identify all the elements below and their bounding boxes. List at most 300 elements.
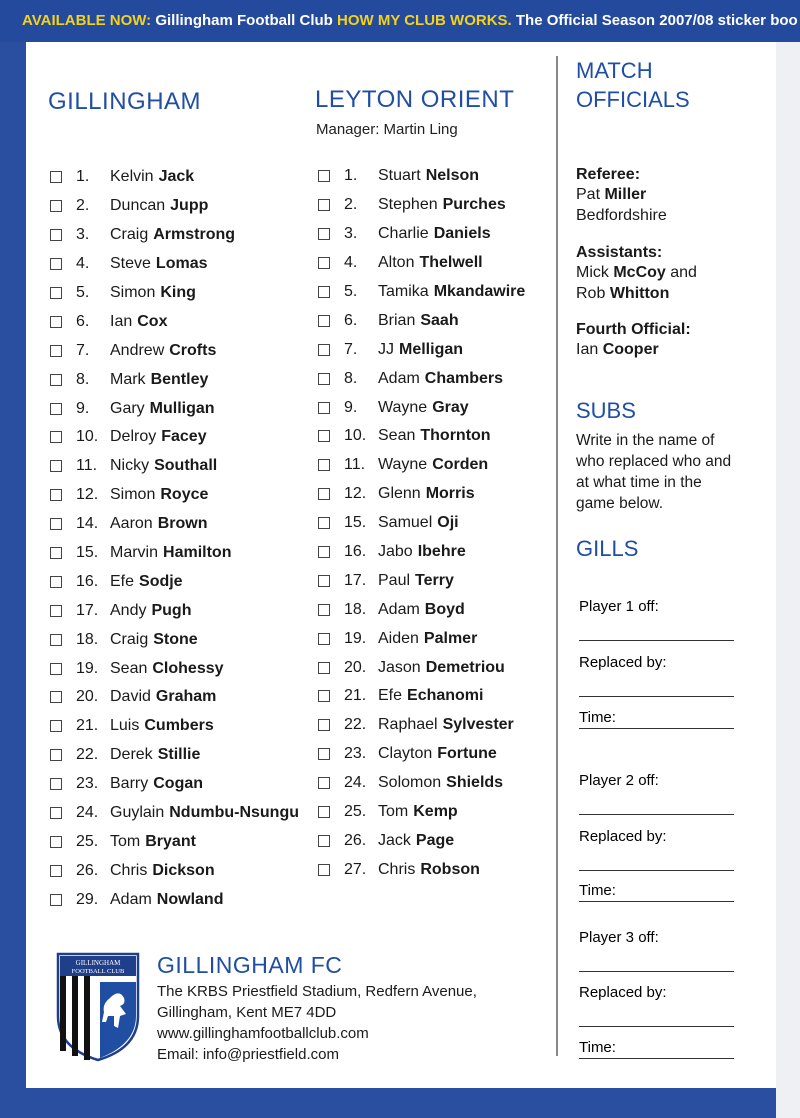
- player-surname: Purches: [442, 196, 506, 214]
- player-first-name: Simon: [110, 486, 156, 504]
- player-surname: Royce: [160, 486, 209, 504]
- subs-instructions: Write in the name of who replaced who and at what time in the game below.: [576, 432, 732, 512]
- away-player-row: [318, 509, 525, 538]
- tick-checkbox[interactable]: [318, 748, 330, 760]
- player-first-name: Tamika: [378, 283, 429, 300]
- away-player-row: [318, 855, 525, 884]
- away-player-row: [318, 249, 525, 278]
- assistant-1-last: McCoy: [613, 264, 666, 281]
- home-player-row: [50, 770, 299, 799]
- next-page-edge: [776, 42, 800, 1118]
- player-surname: Demetriou: [425, 658, 505, 676]
- tick-checkbox[interactable]: [50, 547, 62, 559]
- squad-number: 5.: [76, 284, 90, 301]
- squad-number: 10.: [76, 428, 99, 446]
- player-first-name: Luis: [110, 717, 140, 735]
- fourth-official-name: [576, 339, 746, 360]
- player-first-name: Chris: [378, 860, 416, 878]
- player-first-name: Charlie: [378, 225, 429, 243]
- player-first-name: Mark: [110, 370, 146, 388]
- banner-rest: The Official Season 2007/08 sticker boo: [515, 12, 798, 29]
- player-surname: Daniels: [433, 225, 491, 243]
- player-surname: Sodje: [139, 572, 183, 590]
- fourth-official-label: Fourth Official:: [576, 321, 691, 338]
- home-player-row: [50, 279, 299, 308]
- tick-checkbox[interactable]: [318, 517, 330, 529]
- player-first-name: David: [110, 688, 151, 706]
- home-player-row: [50, 250, 299, 279]
- squad-number: 3.: [76, 226, 90, 244]
- tick-checkbox[interactable]: [318, 199, 330, 211]
- player2-time-label: Time:: [579, 882, 616, 899]
- player-surname: Terry: [415, 571, 454, 589]
- player-first-name: Jason: [378, 658, 421, 676]
- player-surname: Armstrong: [153, 226, 236, 244]
- away-player-row: [318, 393, 525, 422]
- player-first-name: Stuart: [378, 167, 421, 185]
- player-surname: Mulligan: [149, 399, 215, 417]
- squad-number: 16.: [344, 543, 367, 561]
- player-surname: Crofts: [169, 341, 217, 359]
- tick-checkbox[interactable]: [50, 374, 62, 386]
- player-surname: Palmer: [423, 629, 478, 647]
- tick-checkbox[interactable]: [318, 662, 330, 674]
- player-surname: Corden: [432, 456, 489, 474]
- player-first-name: Tom: [378, 803, 409, 821]
- player1-replaced-label: Replaced by:: [579, 654, 667, 671]
- player-first-name: Sean: [110, 659, 148, 677]
- squad-number: 8.: [76, 370, 90, 388]
- home-player-row: [50, 596, 299, 625]
- away-player-row: [318, 595, 525, 624]
- fourth-official-block: [576, 321, 746, 360]
- squad-number: 12.: [344, 485, 367, 503]
- club-email[interactable]: Email: info@priestfield.com: [157, 1046, 339, 1063]
- player-first-name: JJ: [378, 340, 394, 358]
- home-player-row: [50, 827, 299, 856]
- away-player-row: [318, 682, 525, 711]
- home-player-row: [50, 741, 299, 770]
- tick-checkbox[interactable]: [50, 287, 62, 299]
- tick-checkbox[interactable]: [50, 460, 62, 472]
- player-first-name: Raphael: [378, 716, 438, 734]
- player-surname: Cumbers: [144, 717, 214, 735]
- player-first-name: Adam: [378, 600, 420, 618]
- player2-replaced-line[interactable]: [579, 870, 734, 871]
- away-player-row: [318, 566, 525, 595]
- player-first-name: Jack: [378, 831, 411, 849]
- player2-off-label: Player 2 off:: [579, 772, 659, 789]
- player-first-name: Tom: [110, 832, 141, 850]
- squad-number: 22.: [344, 716, 367, 734]
- player-surname: Kemp: [413, 803, 458, 821]
- away-player-row: [318, 538, 525, 567]
- tick-checkbox[interactable]: [318, 315, 330, 327]
- tick-checkbox[interactable]: [50, 576, 62, 588]
- player-first-name: Efe: [110, 572, 135, 590]
- player3-replaced-label: Replaced by:: [579, 984, 667, 1001]
- referee-label: Referee:: [576, 166, 641, 183]
- home-player-row: [50, 712, 299, 741]
- home-player-row: [50, 856, 299, 885]
- player-surname: Southall: [154, 457, 218, 475]
- squad-number: 10.: [344, 427, 367, 445]
- away-player-row: [318, 798, 525, 827]
- squad-number: 1.: [76, 168, 90, 186]
- squad-number: 1.: [344, 167, 358, 185]
- tick-checkbox[interactable]: [50, 720, 62, 732]
- squad-number: 16.: [76, 572, 99, 590]
- club-name: GILLINGHAM FC: [157, 952, 343, 978]
- squad-number: 21.: [344, 687, 367, 705]
- player-surname: Oji: [437, 514, 459, 532]
- away-player-row: [318, 220, 525, 249]
- player-first-name: Brian: [378, 311, 416, 329]
- player3-time-line[interactable]: [579, 1058, 734, 1059]
- squad-number: 17.: [344, 571, 367, 589]
- away-team-heading: LEYTON ORIENT: [315, 86, 515, 113]
- tick-checkbox[interactable]: [50, 807, 62, 819]
- assistant-1: [576, 262, 746, 283]
- tick-checkbox[interactable]: [50, 836, 62, 848]
- player-surname: Melligan: [399, 340, 464, 358]
- player1-off-label: Player 1 off:: [579, 598, 659, 615]
- tick-checkbox[interactable]: [318, 604, 330, 616]
- player-first-name: Craig: [110, 630, 149, 648]
- squad-number: 7.: [76, 341, 90, 359]
- player-first-name: Barry: [110, 775, 149, 793]
- player-surname: Gray: [432, 398, 469, 416]
- player-surname: Morris: [425, 485, 475, 503]
- player-surname: Saah: [420, 311, 459, 329]
- away-player-row: [318, 278, 525, 307]
- assistants-label: Assistants:: [576, 244, 663, 261]
- gillingham-crest-logo: [56, 952, 140, 1062]
- tick-checkbox[interactable]: [318, 430, 330, 442]
- player-surname: Chambers: [424, 369, 504, 387]
- player2-time-line[interactable]: [579, 901, 734, 902]
- player-first-name: Steve: [110, 255, 151, 273]
- squad-number: 8.: [344, 369, 358, 387]
- player-surname: Sylvester: [442, 716, 514, 734]
- squad-number: 25.: [76, 832, 99, 850]
- away-player-row: [318, 740, 525, 769]
- player-surname: Nelson: [425, 167, 480, 185]
- player3-time-label: Time:: [579, 1039, 616, 1056]
- home-player-row: [50, 423, 299, 452]
- squad-number: 3.: [344, 225, 358, 243]
- tick-checkbox[interactable]: [318, 344, 330, 356]
- player-surname: Ibehre: [417, 543, 466, 561]
- home-player-row: [50, 336, 299, 365]
- player2-replaced-label: Replaced by:: [579, 828, 667, 845]
- player-surname: Brown: [157, 515, 208, 533]
- referee-last: Miller: [604, 186, 647, 203]
- home-player-row: [50, 365, 299, 394]
- player1-time-label: Time:: [579, 709, 616, 726]
- away-player-row: [318, 335, 525, 364]
- player-surname: Bentley: [150, 370, 209, 388]
- player3-off-line[interactable]: [579, 971, 734, 972]
- squad-number: 2.: [76, 197, 90, 215]
- home-player-row: [50, 394, 299, 423]
- away-player-row: [318, 711, 525, 740]
- player-first-name: Samuel: [378, 514, 433, 532]
- home-player-row: [50, 221, 299, 250]
- player3-off-label: Player 3 off:: [579, 929, 659, 946]
- away-manager: Manager: Martin Ling: [316, 121, 458, 138]
- assistants-and: and: [670, 264, 697, 281]
- column-divider: [556, 56, 558, 1056]
- player1-replaced-line[interactable]: [579, 696, 734, 697]
- squad-number: 21.: [76, 717, 99, 735]
- home-player-row: [50, 481, 299, 510]
- squad-number: 23.: [344, 745, 367, 763]
- tick-checkbox[interactable]: [318, 633, 330, 645]
- player-surname: Mkandawire: [433, 283, 526, 300]
- squad-number: 20.: [344, 658, 367, 676]
- away-player-row: [318, 306, 525, 335]
- squad-number: 24.: [76, 804, 99, 822]
- player-first-name: Glenn: [378, 485, 421, 503]
- squad-number: 11.: [344, 456, 366, 474]
- tick-checkbox[interactable]: [318, 690, 330, 702]
- player1-time-line[interactable]: [579, 728, 734, 729]
- squad-number: 9.: [76, 399, 90, 417]
- tick-checkbox[interactable]: [318, 546, 330, 558]
- player-surname: Nowland: [156, 890, 224, 908]
- home-player-row: [50, 625, 299, 654]
- tick-checkbox[interactable]: [318, 459, 330, 471]
- club-website-link[interactable]: www.gillinghamfootballclub.com: [157, 1025, 369, 1042]
- squad-number: 6.: [76, 312, 90, 330]
- squad-number: 25.: [344, 803, 367, 821]
- squad-number: 26.: [76, 861, 99, 879]
- assistants-block: [576, 244, 746, 304]
- tick-checkbox[interactable]: [318, 864, 330, 876]
- officials-heading: [576, 56, 746, 114]
- banner-club: Gillingham Football Club: [155, 12, 333, 29]
- banner-hmcw: HOW MY CLUB WORKS.: [337, 12, 512, 29]
- away-player-row: [318, 826, 525, 855]
- tick-checkbox[interactable]: [318, 835, 330, 847]
- home-player-row: [50, 885, 299, 914]
- tick-checkbox[interactable]: [50, 663, 62, 675]
- fourth-official-first: Ian: [576, 341, 599, 358]
- tick-checkbox[interactable]: [50, 894, 62, 906]
- tick-checkbox[interactable]: [50, 489, 62, 501]
- player-first-name: Stephen: [378, 196, 438, 214]
- player-first-name: Gary: [110, 399, 145, 417]
- tick-checkbox[interactable]: [318, 806, 330, 818]
- tick-checkbox[interactable]: [50, 605, 62, 617]
- away-player-row: [318, 191, 525, 220]
- away-player-row: [318, 480, 525, 509]
- officials-heading-line2: OFFICIALS: [576, 87, 690, 112]
- tick-checkbox[interactable]: [318, 402, 330, 414]
- player-first-name: Adam: [110, 890, 152, 908]
- squad-number: 5.: [344, 283, 358, 300]
- player-first-name: Alton: [378, 254, 415, 272]
- player-first-name: Chris: [110, 861, 148, 879]
- player-first-name: Adam: [378, 369, 420, 387]
- tick-checkbox[interactable]: [318, 286, 330, 298]
- player-first-name: Sean: [378, 427, 416, 445]
- squad-number: 4.: [344, 254, 358, 272]
- player-first-name: Paul: [378, 571, 411, 589]
- tick-checkbox[interactable]: [50, 778, 62, 790]
- tick-checkbox[interactable]: [50, 691, 62, 703]
- player-surname: Cox: [137, 312, 168, 330]
- player-first-name: Andy: [110, 601, 147, 619]
- away-roster: [318, 162, 525, 884]
- player-first-name: Simon: [110, 284, 156, 301]
- home-player-row: [50, 163, 299, 192]
- fourth-official-last: Cooper: [602, 341, 659, 358]
- home-player-row: [50, 307, 299, 336]
- squad-number: 6.: [344, 311, 358, 329]
- player-first-name: Andrew: [110, 341, 165, 359]
- player-surname: Robson: [420, 860, 480, 878]
- player-first-name: Jabo: [378, 543, 413, 561]
- assistant-2: [576, 283, 746, 304]
- tick-checkbox[interactable]: [50, 200, 62, 212]
- tick-checkbox[interactable]: [318, 488, 330, 500]
- player-first-name: Ian: [110, 312, 133, 330]
- tick-checkbox[interactable]: [50, 634, 62, 646]
- player-surname: Thelwell: [419, 254, 483, 272]
- squad-number: 9.: [344, 398, 358, 416]
- squad-number: 12.: [76, 486, 99, 504]
- assistant-1-first: Mick: [576, 264, 609, 281]
- player-first-name: Duncan: [110, 197, 166, 215]
- gills-heading: GILLS: [576, 536, 639, 561]
- club-address-1: The KRBS Priestfield Stadium, Redfern Avenue,: [157, 983, 477, 1000]
- player-surname: Shields: [446, 774, 504, 792]
- tick-checkbox[interactable]: [50, 345, 62, 357]
- home-player-row: [50, 510, 299, 539]
- squad-number: 26.: [344, 831, 367, 849]
- player-first-name: Clayton: [378, 745, 433, 763]
- player-first-name: Craig: [110, 226, 149, 244]
- away-player-row: [318, 653, 525, 682]
- tick-checkbox[interactable]: [50, 865, 62, 877]
- tick-checkbox[interactable]: [318, 575, 330, 587]
- tick-checkbox[interactable]: [50, 316, 62, 328]
- away-player-row: [318, 624, 525, 653]
- squad-number: 17.: [76, 601, 99, 619]
- tick-checkbox[interactable]: [318, 373, 330, 385]
- squad-number: 11.: [76, 457, 98, 475]
- player-first-name: Wayne: [378, 456, 428, 474]
- player-surname: Ndumbu-Nsungu: [169, 804, 299, 822]
- squad-number: 20.: [76, 688, 99, 706]
- player-surname: Lomas: [155, 255, 208, 273]
- player-surname: Bryant: [145, 832, 196, 850]
- referee-county: Bedfordshire: [576, 207, 667, 224]
- player-first-name: Aaron: [110, 515, 153, 533]
- player-surname: Fortune: [437, 745, 497, 763]
- squad-number: 19.: [76, 659, 99, 677]
- home-player-row: [50, 192, 299, 221]
- home-player-row: [50, 539, 299, 568]
- officials-heading-line1: MATCH: [576, 58, 653, 83]
- player-first-name: Delroy: [110, 428, 157, 446]
- player-surname: Stone: [153, 630, 198, 648]
- tick-checkbox[interactable]: [50, 258, 62, 270]
- player-surname: Hamilton: [163, 544, 232, 562]
- player-surname: Thornton: [420, 427, 491, 445]
- referee-first: Pat: [576, 186, 601, 203]
- player-first-name: Wayne: [378, 398, 428, 416]
- tick-checkbox[interactable]: [50, 749, 62, 761]
- tick-checkbox[interactable]: [318, 777, 330, 789]
- tick-checkbox[interactable]: [50, 403, 62, 415]
- player-first-name: Guylain: [110, 804, 165, 822]
- player-surname: Boyd: [424, 600, 465, 618]
- player-surname: Echanomi: [407, 687, 484, 705]
- player-surname: Stillie: [157, 746, 201, 764]
- tick-checkbox[interactable]: [318, 228, 330, 240]
- tick-checkbox[interactable]: [318, 170, 330, 182]
- banner-available: AVAILABLE NOW:: [22, 12, 152, 29]
- tick-checkbox[interactable]: [318, 719, 330, 731]
- player-first-name: Marvin: [110, 544, 159, 562]
- player-surname: Facey: [161, 428, 207, 446]
- squad-number: 29.: [76, 890, 99, 908]
- player-surname: Graham: [155, 688, 217, 706]
- player3-replaced-line[interactable]: [579, 1026, 734, 1027]
- referee-block: [576, 166, 746, 226]
- assistant-2-last: Whitton: [609, 285, 670, 302]
- squad-number: 7.: [344, 340, 358, 358]
- player-first-name: Derek: [110, 746, 153, 764]
- away-player-row: [318, 364, 525, 393]
- squad-number: 27.: [344, 860, 367, 878]
- squad-number: 18.: [76, 630, 99, 648]
- squad-number: 14.: [76, 515, 99, 533]
- player-first-name: Efe: [378, 687, 403, 705]
- home-player-row: [50, 452, 299, 481]
- squad-number: 15.: [344, 514, 367, 532]
- tick-checkbox[interactable]: [50, 431, 62, 443]
- player-surname: Clohessy: [152, 659, 224, 677]
- squad-number: 24.: [344, 774, 367, 792]
- away-player-row: [318, 451, 525, 480]
- tick-checkbox[interactable]: [50, 171, 62, 183]
- squad-number: 2.: [344, 196, 358, 214]
- squad-number: 15.: [76, 544, 99, 562]
- home-roster: [50, 163, 299, 914]
- squad-number: 4.: [76, 255, 90, 273]
- home-player-row: [50, 799, 299, 828]
- player1-off-line[interactable]: [579, 640, 734, 641]
- tick-checkbox[interactable]: [50, 229, 62, 241]
- player-surname: Jupp: [170, 197, 209, 215]
- home-team-heading: GILLINGHAM: [48, 88, 202, 115]
- squad-number: 19.: [344, 629, 367, 647]
- crest-text-2: FOOTBALL CLUB: [71, 968, 125, 975]
- home-player-row: [50, 567, 299, 596]
- player-surname: Cogan: [153, 775, 204, 793]
- player-surname: Dickson: [152, 861, 215, 879]
- tick-checkbox[interactable]: [318, 257, 330, 269]
- player2-off-line[interactable]: [579, 814, 734, 815]
- away-player-row: [318, 162, 525, 191]
- away-player-row: [318, 422, 525, 451]
- player-surname: Jack: [158, 168, 195, 186]
- tick-checkbox[interactable]: [50, 518, 62, 530]
